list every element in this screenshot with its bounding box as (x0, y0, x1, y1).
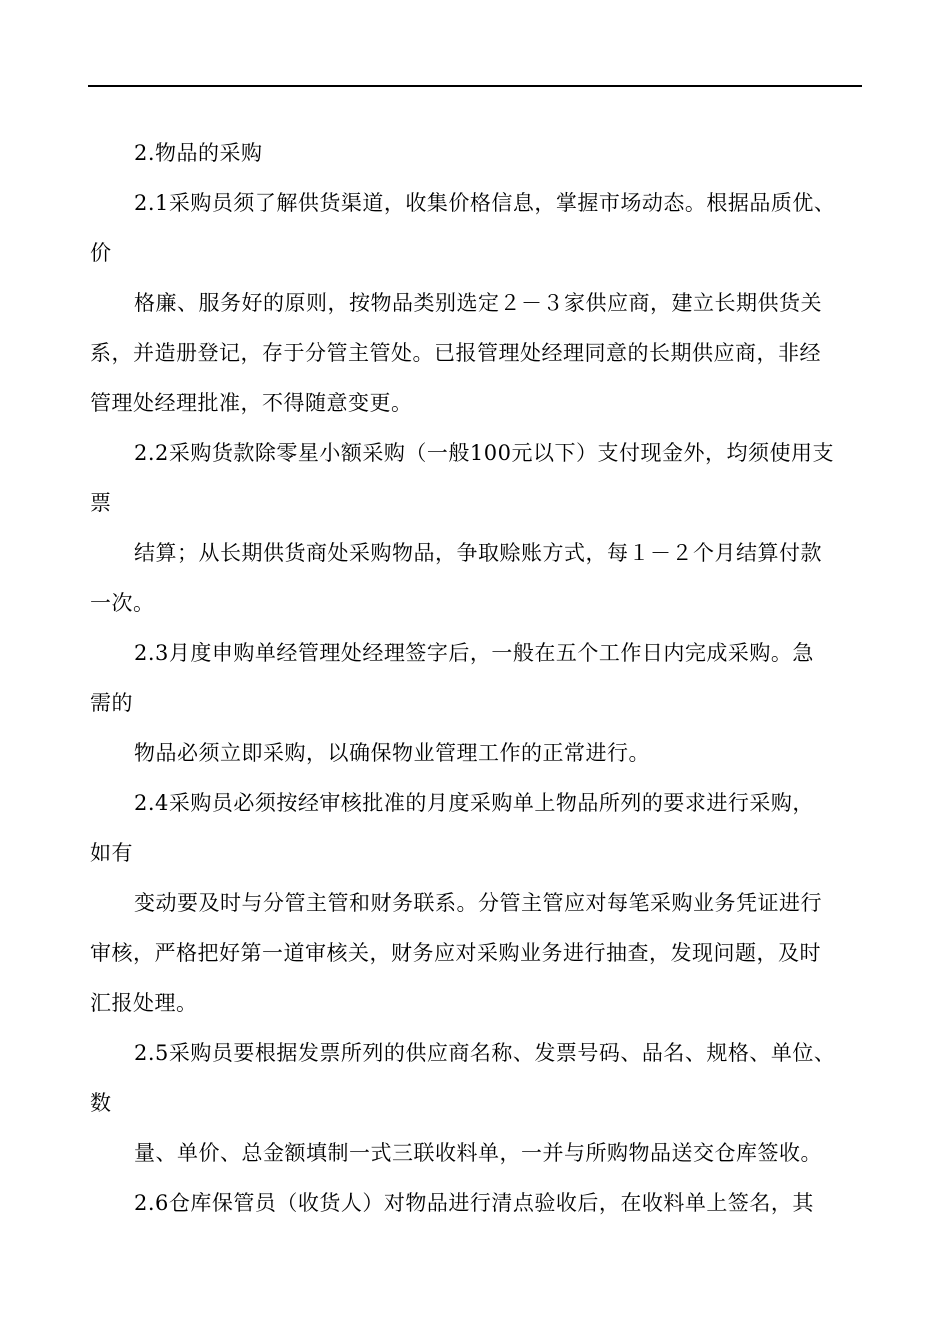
paragraph-line: 2.6仓库保管员（收货人）对物品进行清点验收后，在收料单上签名，其 (134, 1191, 814, 1215)
paragraph-line: 2.1采购员须了解供货渠道，收集价格信息，掌握市场动态。根据品质优、 (134, 191, 836, 215)
paragraph-line: 格廉、服务好的原则，按物品类别选定２－３家供应商，建立长期供货关 (134, 291, 822, 315)
paragraph-line: 票 (90, 491, 112, 515)
paragraph-line: 量、单价、总金额填制一式三联收料单，一并与所购物品送交仓库签收。 (134, 1141, 822, 1165)
paragraph-line: 结算；从长期供货商处采购物品，争取赊账方式，每１－２个月结算付款 (134, 541, 822, 565)
paragraph-line: 变动要及时与分管主管和财务联系。分管主管应对每笔采购业务凭证进行 (134, 891, 822, 915)
paragraph-line: 一次。 (90, 591, 155, 615)
paragraph-line: 2.5采购员要根据发票所列的供应商名称、发票号码、品名、规格、单位、 (134, 1041, 836, 1065)
paragraph-line: 2.4采购员必须按经审核批准的月度采购单上物品所列的要求进行采购， (134, 791, 814, 815)
paragraph-line: 汇报处理。 (90, 991, 198, 1015)
paragraph-line: 价 (90, 241, 112, 265)
header-divider (88, 85, 862, 87)
paragraph-line: 2.2采购货款除零星小额采购（一般100元以下）支付现金外，均须使用支 (134, 441, 834, 465)
paragraph-line: 管理处经理批准，不得随意变更。 (90, 391, 413, 415)
paragraph-line: 2.3月度申购单经管理处经理签字后，一般在五个工作日内完成采购。急 (134, 641, 814, 665)
section-heading: 2.物品的采购 (134, 141, 263, 165)
paragraph-line: 物品必须立即采购，以确保物业管理工作的正常进行。 (134, 741, 650, 765)
paragraph-line: 需的 (90, 691, 133, 715)
paragraph-line: 系，并造册登记，存于分管主管处。已报管理处经理同意的长期供应商，非经 (90, 341, 821, 365)
paragraph-line: 如有 (90, 841, 133, 865)
paragraph-line: 审核，严格把好第一道审核关，财务应对采购业务进行抽查，发现问题，及时 (90, 941, 821, 965)
paragraph-line: 数 (90, 1091, 112, 1115)
